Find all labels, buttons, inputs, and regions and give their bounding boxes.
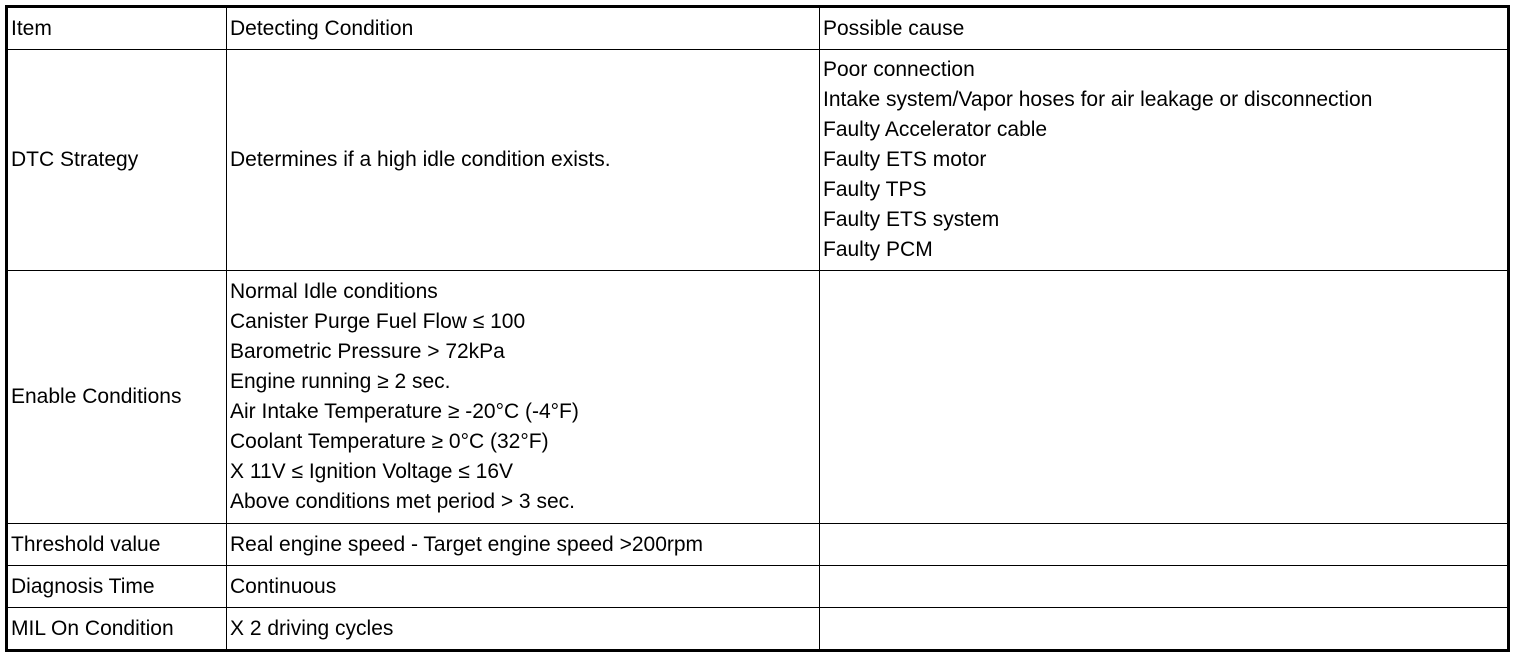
cause-line: Intake system/Vapor hoses for air leakage or disconnection (823, 88, 1373, 111)
possible-cause-cell (820, 524, 1509, 566)
header-row (7, 7, 1509, 50)
row-item-label: Diagnosis Time (7, 566, 227, 608)
cause-line: Faulty Accelerator cable (823, 118, 1048, 141)
table-row (7, 566, 1509, 608)
table-row (7, 524, 1509, 566)
cause-line: Poor connection (823, 58, 975, 81)
possible-cause-cell (820, 271, 1509, 524)
table-row (7, 271, 1509, 524)
possible-cause-cell (820, 50, 1509, 271)
condition-line: Canister Purge Fuel Flow ≤ 100 (230, 310, 526, 333)
cause-line: Faulty ETS system (823, 208, 1000, 231)
header-possible-cause: Possible cause (820, 7, 1509, 50)
row-item-label: DTC Strategy (7, 50, 227, 271)
condition-line: Continuous (230, 574, 337, 598)
condition-line: Coolant Temperature ≥ 0°C (32°F) (230, 430, 549, 453)
header-detecting-condition: Detecting Condition (227, 7, 820, 50)
condition-line: Air Intake Temperature ≥ -20°C (-4°F) (230, 400, 579, 423)
detecting-condition-cell (227, 271, 820, 524)
table-row (7, 50, 1509, 271)
detecting-condition-cell (227, 566, 820, 608)
table-row (7, 608, 1509, 651)
cause-line: Faulty TPS (823, 178, 927, 201)
condition-line: Normal Idle conditions (230, 280, 438, 303)
condition-line: X 11V ≤ Ignition Voltage ≤ 16V (230, 460, 514, 483)
detecting-condition-cell (227, 524, 820, 566)
detecting-condition-cell (227, 608, 820, 651)
header-item: Item (7, 7, 227, 50)
row-item-label: Threshold value (7, 524, 227, 566)
condition-line: Engine running ≥ 2 sec. (230, 370, 451, 393)
cause-line: Faulty ETS motor (823, 148, 987, 171)
condition-line: Above conditions met period > 3 sec. (230, 490, 575, 513)
condition-line: Barometric Pressure > 72kPa (230, 340, 505, 363)
cause-line: Faulty PCM (823, 238, 933, 261)
diagnostic-table (5, 5, 1510, 652)
row-item-label: MIL On Condition (7, 608, 227, 651)
detecting-condition-cell (227, 50, 820, 271)
possible-cause-cell (820, 566, 1509, 608)
condition-line: Real engine speed - Target engine speed >200rpm (230, 532, 704, 556)
row-item-label: Enable Conditions (7, 271, 227, 524)
condition-line: Determines if a high idle condition exists. (230, 148, 611, 171)
condition-line: X 2 driving cycles (230, 616, 394, 640)
possible-cause-cell (820, 608, 1509, 651)
